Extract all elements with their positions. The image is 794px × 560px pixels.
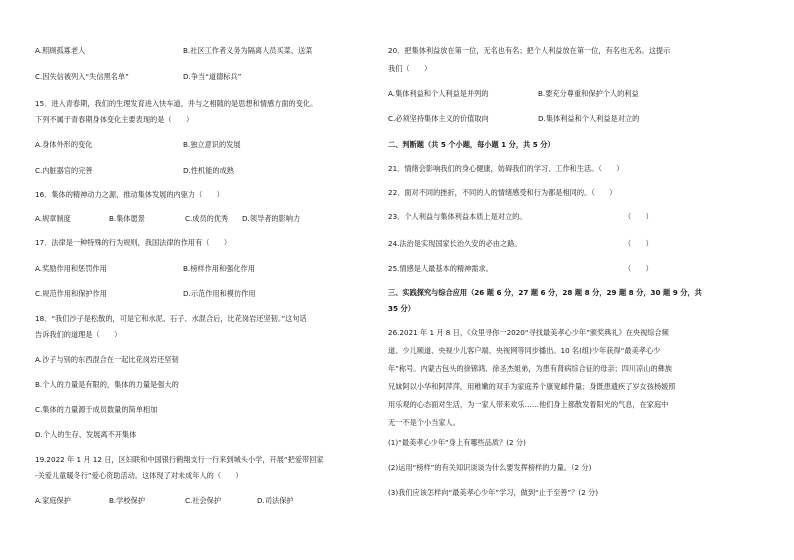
q16-option-a: A.规章制度 (35, 214, 71, 223)
q20-option-d: D.集体利益和个人利益是对立的 (538, 114, 640, 123)
q26-line-3: 年”称号。内蒙古包头的徐锦鸿、徐圣杰姐弟，为患有肾病综合征的母亲；四川凉山的彝族 (388, 364, 673, 373)
q19-option-a: A.家庭保护 (35, 496, 71, 505)
q16-option-d: D.领导者的影响力 (242, 214, 301, 223)
judge-item-24: 24.法治是实现国家长治久安的必由之路。 (388, 239, 522, 248)
q14-option-c: C.因失信被列入“失信黑名单” (35, 72, 129, 81)
q18-option-b: B.个人的力量是有限的，集体的力量是强大的 (35, 380, 179, 389)
q18-option-c: C.集体的力量源于成员数量的简单相加 (35, 405, 158, 414)
q19-stem-line1: 19.2022 年 1 月 12 日，区妇联和中国银行鹤翔支行一行来到城头小学，开展“把爱带回家 (35, 455, 324, 464)
q14-option-b: B.社区工作者义务为隔离人员买菜、送菜 (183, 46, 313, 55)
judge-item-22: 22．面对不同的挫折，不同的人的情绪感受和行为都是相同的。（ ） (388, 188, 617, 197)
q18-stem-line1: 18．“我们沙子是松散的，可是它和水泥、石子、水混合后，比花岗岩还坚韧。”这句话 (35, 314, 307, 323)
q26-sub-3: (3)我们应该怎样向“最美孝心少年”学习，做到“止于至善”？(2 分) (388, 488, 599, 497)
section3-heading-line1: 三、实践探究与综合应用（26 题 6 分，27 题 6 分，28 题 8 分，29 题 8 分，30 题 9 分，共 (388, 288, 702, 297)
q17-option-a: A.奖励作用和惩罚作用 (35, 264, 107, 273)
q17-option-d: D.示范作用和模仿作用 (183, 289, 256, 298)
q20-option-b: B.要充分尊重和保护个人的利益 (538, 89, 639, 98)
q19-option-d: D.司法保护 (257, 496, 294, 505)
q15-option-d: D.性机能的成熟 (183, 166, 234, 175)
q15-stem-line1: 15．进入青春期，我们的生理发育进入快车道，并与之相随的是思想和情感方面的变化。 (35, 99, 318, 108)
judge-item-25: 25.情感是人最基本的精神需求。 (388, 264, 493, 273)
q26-line-4: 兄妹阿以小华和阿萍萍，用稚嫩的双手为家庭养个康宽邮件量；身既患遗疾了岁女孩杨媛照 (388, 382, 676, 391)
q20-option-c: C.必须坚持集体主义的价值取向 (388, 114, 489, 123)
judge-item-21: 21．情绪会影响我们的身心健康，妨碍我们的学习、工作和生活。（ ） (388, 164, 624, 173)
q18-option-d: D.个人的生存、发展离不开集体 (35, 430, 137, 439)
q17-option-c: C.规范作用和保护作用 (35, 289, 107, 298)
q26-line-5: 用乐观的心态面对生活，为一家人带来欢乐……他们身上都散发着阳光的气息，在家庭中 (388, 400, 669, 409)
q15-option-a: A.身体外形的变化 (35, 140, 93, 149)
q17-option-b: B.榜样作用和强化作用 (183, 264, 255, 273)
q15-option-c: C.内脏器官的完善 (35, 166, 93, 175)
q15-option-b: B.独立意识的发展 (183, 140, 241, 149)
q26-line-1: 26.2021 年 1 月 8 日，《众里寻你一2020“寻找最美孝心少年”颁奖典礼》在央视综合频 (388, 328, 669, 337)
judge-item-24-paren: （ ） (624, 239, 653, 248)
q16-option-b: B.集体愿景 (109, 214, 145, 223)
q26-sub-1: (1)“最美孝心少年”身上有哪些品质？(2 分) (388, 438, 526, 447)
q14-option-a: A.照顾孤寡老人 (35, 46, 86, 55)
q19-option-c: C.社会保护 (185, 496, 222, 505)
q18-option-a: A.沙子与别的东西混合在一起比花岗岩还坚韧 (35, 355, 179, 364)
q26-sub-2: (2)运用“榜样”的有关知识谈谈为什么要发挥榜样的力量。（2 分) (388, 463, 592, 472)
q19-stem-line2: -关爱儿童暖冬行”爱心资助活动。这体现了对未成年人的（ ） (35, 471, 243, 480)
q26-line-2: 道、少儿频道、央视少儿客户端、央视网等同步播出。10 名(组)少年获得“最美孝心少 (388, 346, 661, 355)
q20-stem-line1: 20．把集体利益放在第一位，无名也有名；把个人利益放在第一位，有名也无名。这提示 (388, 46, 671, 55)
section2-heading: 二、判断题（共 5 个小题，每小题 1 分，共 5 分） (388, 140, 555, 149)
q14-option-d: D.争当“道德标兵” (183, 72, 242, 81)
q26-line-6: 无一不是个小当家人。 (388, 418, 460, 427)
judge-item-25-paren: （ ） (624, 264, 653, 273)
q17-stem: 17．法律是一种特殊的行为规则，我国法律的作用有（ ） (35, 238, 232, 247)
q20-option-a: A.集体利益和个人利益是并列的 (388, 89, 489, 98)
judge-item-23: 23．个人利益与集体利益本质上是对立的。 (388, 212, 527, 221)
q16-stem: 16．集体的精神动力之源，推动集体发展的内驱力（ ） (35, 190, 224, 199)
q19-option-b: B.学校保护 (109, 496, 145, 505)
q15-stem-line2: 下列不属于青春期身体变化主要表现的是（ ） (35, 115, 194, 124)
section3-heading-line2: 35 分） (388, 304, 415, 313)
q16-option-c: C.成员的优秀 (185, 214, 229, 223)
judge-item-23-paren: （ ） (624, 212, 653, 221)
q20-stem-line2: 我们（ ） (388, 64, 432, 73)
q18-stem-line2: 告诉我们的道理是（ ） (35, 330, 122, 339)
